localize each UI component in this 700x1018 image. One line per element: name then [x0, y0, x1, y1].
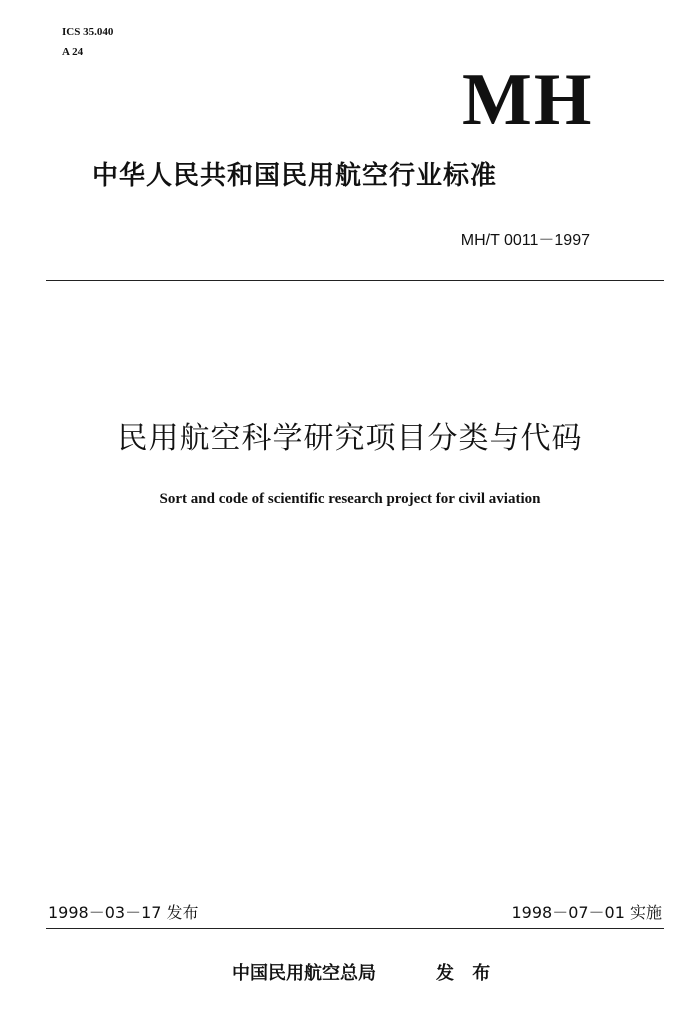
document-title-chinese: 民用航空科学研究项目分类与代码 [117, 421, 583, 456]
footer-divider [46, 928, 664, 929]
ics-code: ICS 35.040 [62, 26, 114, 38]
implementation-date: 1998－07－01 实施 [511, 903, 662, 922]
publisher-name: 中国民用航空总局 [232, 963, 376, 984]
mh-logo: MH [462, 59, 594, 141]
publish-label: 发 布 [436, 963, 497, 984]
standard-type-heading: 中华人民共和国民用航空行业标准 [92, 161, 498, 191]
issue-date: 1998－03－17 发布 [48, 903, 199, 922]
ccs-code: A 24 [62, 46, 84, 58]
header-divider [46, 280, 664, 281]
document-title-english: Sort and code of scientific research project for civil aviation [159, 491, 541, 507]
standard-number: MH/T 0011－1997 [460, 232, 590, 249]
